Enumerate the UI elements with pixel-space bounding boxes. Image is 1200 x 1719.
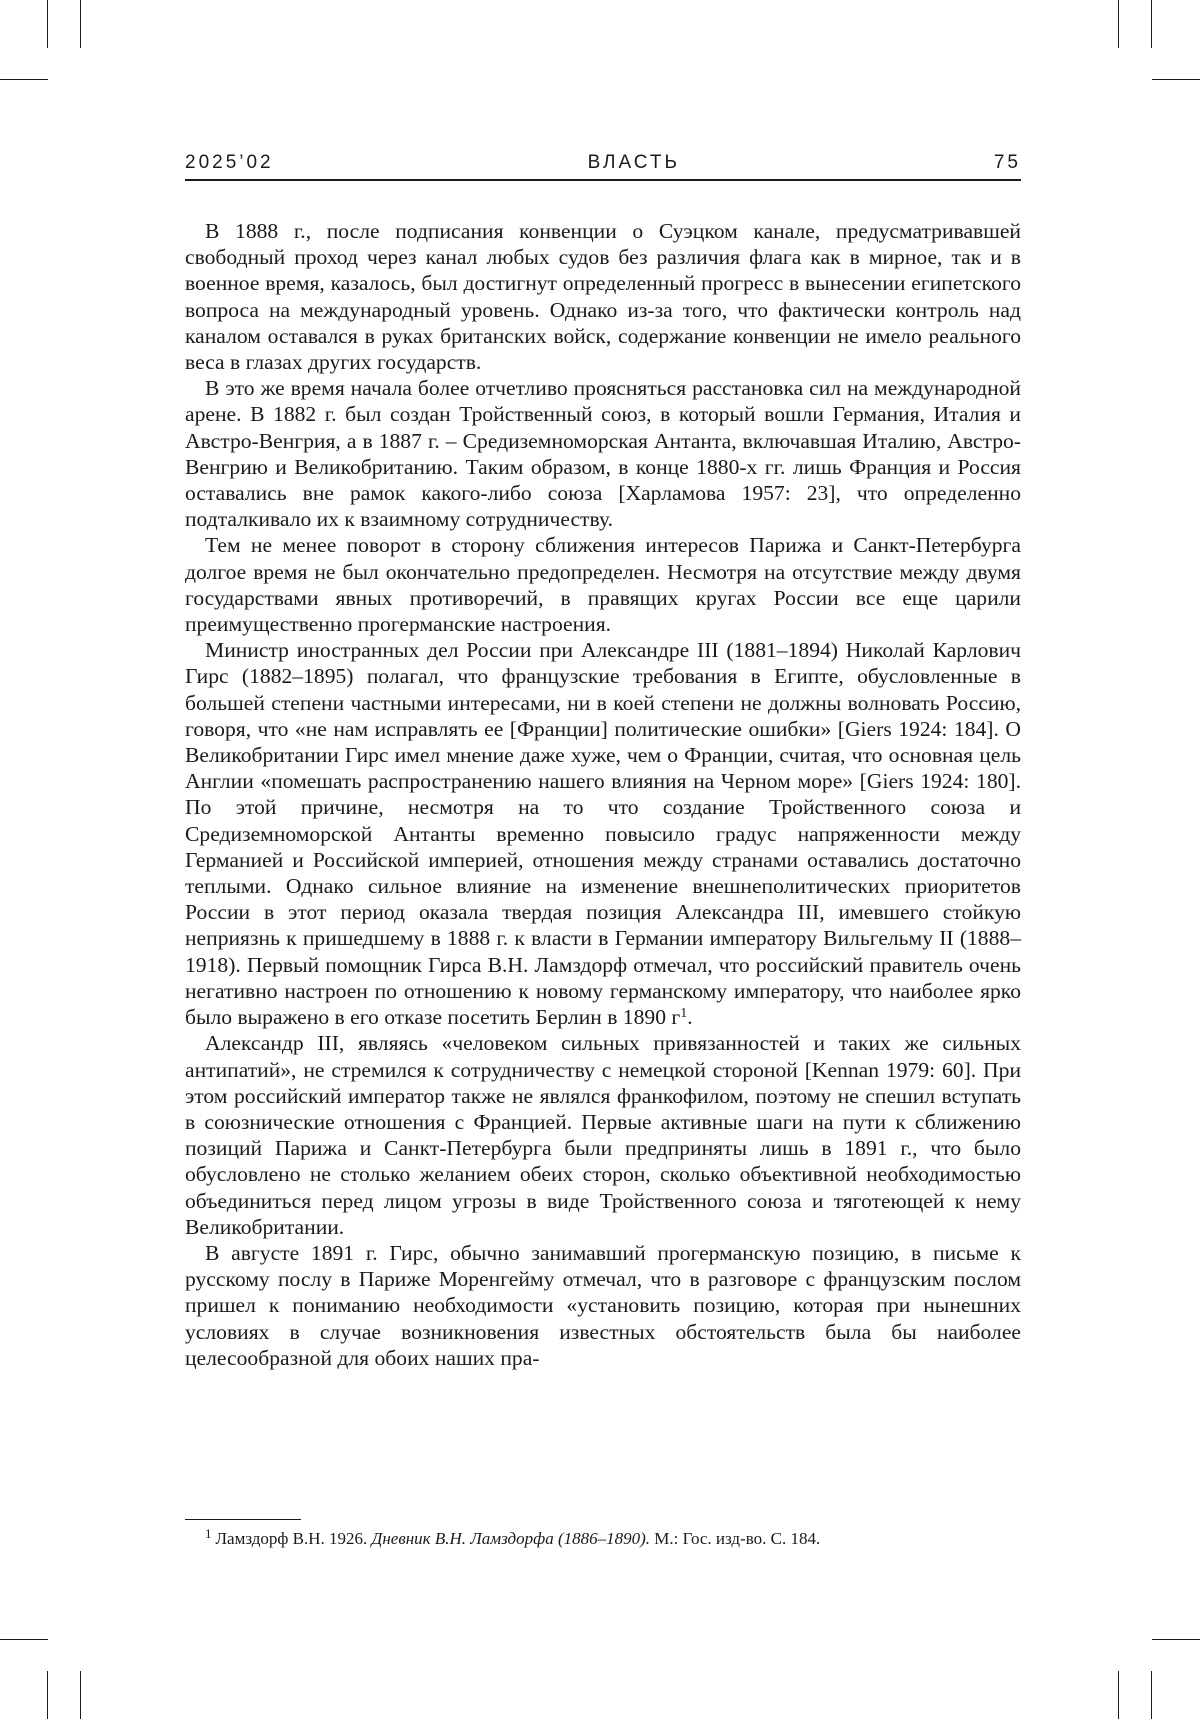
- header-rule: [185, 179, 1021, 181]
- footnote-title: Дневник В.Н. Ламздорфа (1886–1890).: [371, 1529, 651, 1548]
- article-body: [185, 218, 1021, 1371]
- paragraph: В это же время начала более отчетливо проясняться расстановка сил на международной арене. В 1882 г. был создан Тройственный союз, в который вошли Германия, Италия и Австро-Венгрия, а в 1887 г. – Средиземноморская Антанта, включавшая Италию, Австро-Венгрию и Великобританию. Таким образом, в конце 1880-х гг. лишь Франция и Россия оставались вне рамок какого-либо союза [Харламова 1957: 23], что определенно подталкивало их к взаимному сотрудничеству.: [185, 376, 1021, 532]
- footnote-rule: [185, 1519, 301, 1520]
- crop-mark: [0, 1639, 48, 1640]
- footnote-publisher: М.: Гос. изд-во. С. 184.: [654, 1529, 821, 1548]
- paragraph-text: Министр иностранных дел России при Александре III (1881–1894) Николай Карлович Гирс (1882–1895) полагал, что французские требования в Египте, обусловленные в большей степени частными интересами, ни в коей степени не должны волновать Россию, говоря, что «не нам исправлять ее [Франции] политические ошибки» [Giers 1924: 184]. О Великобритании Гирс имел мнение даже хуже, чем о Франции, считая, что основная цель Англии «помешать распространению нашего влияния на Черном море» [Giers 1924: 180]. По этой причине, несмотря на то что создание Тройственного союза и Средиземноморской Антанты временно повысило градус напряженности между Германией и Российской империей, отношения между странами оставались достаточно теплыми. Однако сильное влияние на изменение внешнеполитических приоритетов России в этот период оказала твердая позиция Александра III, имевшего стойкую неприязнь к пришедшему в 1888 г. к власти в Германии императору Вильгельму II (1888–1918). Первый помощник Гирса В.Н. Ламздорф отмечал, что российский правитель очень негативно настроен по отношению к новому германскому императору, что наиболее ярко было выражено в его отказе посетить Берлин в 1890 г: [185, 638, 1021, 1030]
- crop-mark: [47, 1671, 48, 1719]
- crop-mark: [1118, 0, 1119, 48]
- page-number: 75: [993, 152, 1021, 173]
- crop-mark: [80, 1671, 81, 1719]
- crop-mark: [1152, 1639, 1200, 1640]
- footnote-author: Ламздорф В.Н. 1926.: [215, 1529, 368, 1548]
- paragraph: В августе 1891 г. Гирс, обычно занимавший прогерманскую позицию, в письме к русскому послу в Париже Моренгейму отмечал, что в разговоре с французским послом пришел к пониманию необходимости «установить позицию, которая при нынешних условиях в случае возникновения известных обстоятельств была бы наиболее целесообразной для обоих наших пра-: [185, 1240, 1021, 1370]
- crop-mark: [1118, 1671, 1119, 1719]
- crop-mark: [0, 79, 48, 80]
- running-header: [185, 150, 1021, 176]
- crop-mark: [1151, 0, 1152, 48]
- paragraph: Тем не менее поворот в сторону сближения интересов Парижа и Санкт-Петербурга долгое время не был окончательно предопределен. Несмотря на отсутствие между двумя государствами явных противоречий, в правящих кругах России все еще царили преимущественно прогерманские настроения.: [185, 533, 1021, 637]
- paragraph: Министр иностранных дел России при Александре III (1881–1894) Николай Карлович Гирс (1882–1895) полагал, что французские требования в Египте, обусловленные в большей степени частными интересами, ни в коей степени не должны волновать Россию, говоря, что «не нам исправлять ее [Франции] политические ошибки» [Giers 1924: 184]. О Великобритании Гирс имел мнение даже хуже, чем о Франции, считая, что основная цель Англии «помешать распространению нашего влияния на Черном море» [Giers 1924: 180]. По этой причине, несмотря на то что создание Тройственного союза и Средиземноморской Антанты временно повысило градус напряженности между Германией и Российской империей, отношения между странами оставались достаточно теплыми. Однако сильное влияние на изменение внешнеполитических приоритетов России в этот период оказала твердая позиция Александра III, имевшего стойкую неприязнь к пришедшему в 1888 г. к власти в Германии императору Вильгельму II (1888–1918). Первый помощник Гирса В.Н. Ламздорф отмечал, что российский правитель очень негативно настроен по отношению к новому германскому императору, что наиболее ярко было выражено в его отказе посетить Берлин в 1890 $г^1$.: [185, 638, 1021, 1030]
- paragraph: Александр III, являясь «человеком сильных привязанностей и таких же сильных антипатий», не стремился к сотрудничеству с немецкой стороной [Kennan 1979: 60]. При этом российский император также не являлся франкофилом, поэтому не спешил вступать в союзнические отношения с Францией. Первые активные шаги на пути к сближению позиций Парижа и Санкт-Петербурга были предприняты лишь в 1891 г., что было обусловлено не столько желанием обеих сторон, сколько объективной необходимостью объединиться перед лицом угрозы в виде Тройственного союза и тяготеющей к нему Великобритании.: [185, 1031, 1021, 1239]
- crop-mark: [47, 0, 48, 48]
- crop-mark: [1151, 1671, 1152, 1719]
- footnote-number: 1: [205, 1526, 212, 1541]
- crop-mark: [80, 0, 81, 48]
- issue-number: 2025’02: [185, 152, 274, 173]
- journal-title: ВЛАСТЬ: [587, 152, 680, 173]
- crop-mark: [1152, 79, 1200, 80]
- footnote-reference[interactable]: 1: [680, 1006, 688, 1022]
- paragraph: В 1888 г., после подписания конвенции о Суэцком канале, предусматривавшей свободный проход через канал любых судов без различия флага как в мирное, так и в военное время, казалось, был достигнут определенный прогресс в вынесении египетского вопроса на международный уровень. Однако из-за того, что фактически контроль над каналом оставался в руках британских войск, содержание конвенции не имело реального веса в глазах других государств.: [185, 219, 1021, 375]
- footnote: [205, 1528, 1021, 1550]
